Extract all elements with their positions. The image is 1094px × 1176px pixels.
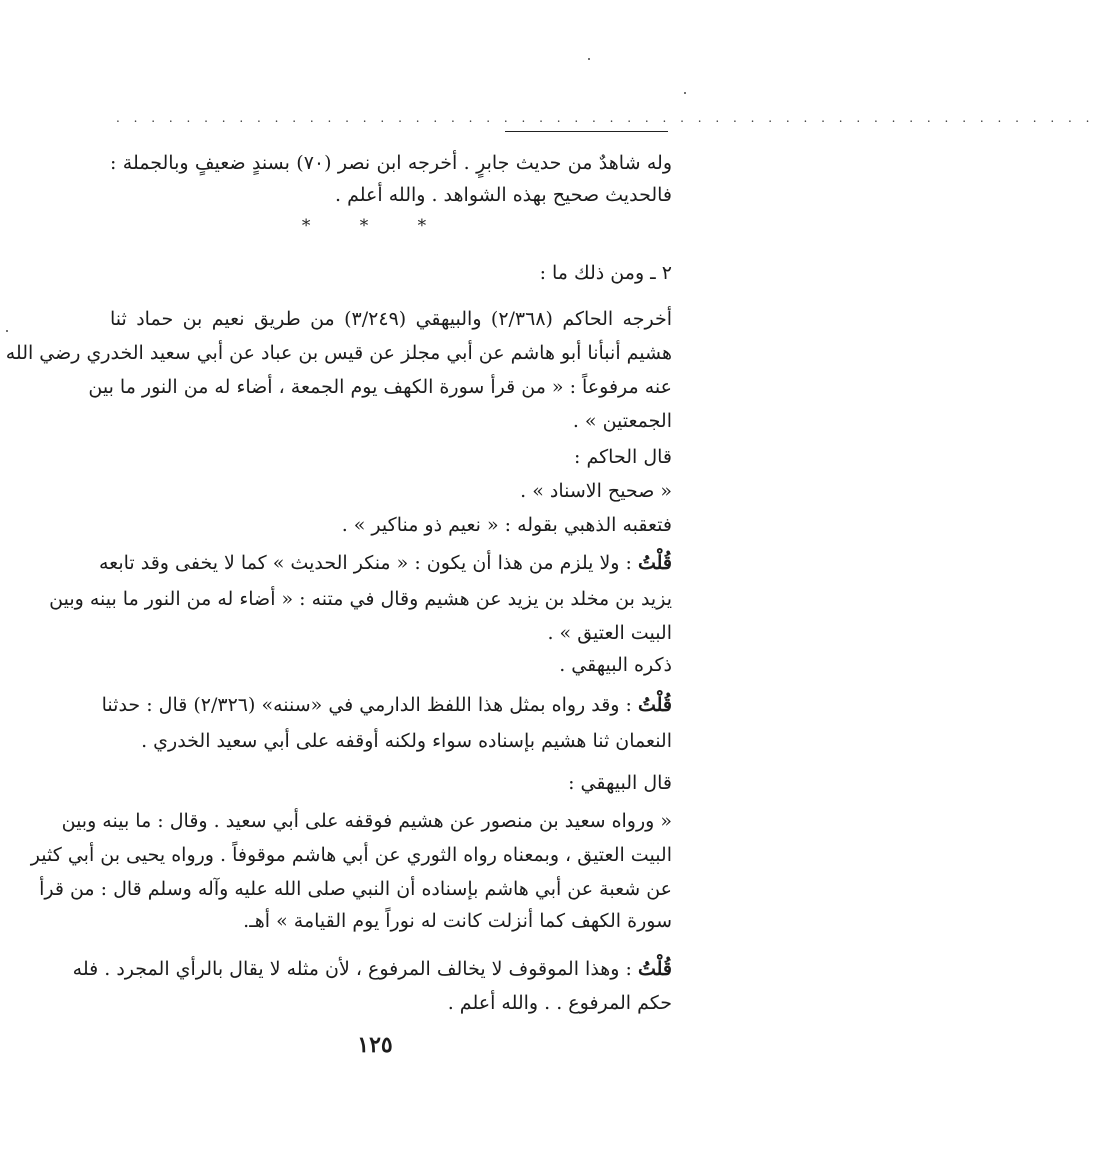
paragraph-line: سورة الكهف كما أنزلت كانت له نوراً يوم القيامة » أهـ. (243, 910, 672, 932)
qultu-text: : ولا يلزم من هذا أن يكون : « منكر الحديث » كما لا يخفى وقد تابعه (98, 552, 638, 574)
qultu-paragraph-line (98, 548, 672, 578)
footnote-line-2: فالحديث صحيح بهذه الشواهد . والله أعلم . (335, 184, 672, 206)
hakim-quote: « صحيح الاسناد » . (520, 480, 672, 502)
bayhaqi-said: قال البيهقي : (568, 772, 672, 794)
qultu-text: : وهذا الموقوف لا يخالف المرفوع ، لأن مثله لا يقال بالرأي المجرد . فله (72, 958, 638, 980)
paragraph-line: ذكره البيهقي . (559, 654, 672, 676)
paragraph-line: « ورواه سعيد بن منصور عن هشيم فوقفه على أبي سعيد . وقال : ما بينه وبين (61, 810, 672, 832)
footnote-line-1: وله شاهدٌ من حديث جابرٍ . أخرجه ابن نصر (٧٠) بسندٍ ضعيفٍ وبالجملة : (110, 152, 672, 174)
paragraph-line: النعمان ثنا هشيم بإسناده سواء ولكنه أوقفه على أبي سعيد الخدري . (141, 730, 672, 752)
paragraph-line: يزيد بن مخلد بن يزيد عن هشيم وقال في متنه : « أضاء له من النور ما بينه وبين (49, 588, 672, 610)
hakim-said: قال الحاكم : (574, 446, 672, 468)
qultu-paragraph-line (72, 954, 672, 984)
paragraph-line: حكم المرفوع . . والله أعلم . (447, 992, 672, 1014)
page-number: ١٢٥ (357, 1032, 393, 1058)
section-separator-stars: * * * (301, 216, 449, 236)
footnote-rule (505, 131, 668, 132)
paragraph-line: الجمعتين » . (572, 410, 672, 432)
page-speck (588, 58, 590, 60)
paragraph-line: هشيم أنبأنا أبو هاشم عن أبي مجلز عن قيس بن عباد عن أبي سعيد الخدري رضي الله (5, 342, 672, 364)
dotted-separator: . . . . . . . . . . . . . . . . . . . . . . . . . . . . . . . . . . . . . . . . . . . . . . . . . . . . . . . . (116, 111, 1094, 125)
page-speck (6, 330, 8, 332)
qultu-word: قُلْتُ (637, 552, 672, 574)
qultu-text: : وقد رواه بمثل هذا اللفظ الدارمي في «سننه» (٢/٣٢٦) قال : حدثنا (101, 694, 638, 716)
qultu-paragraph-line (101, 690, 672, 720)
paragraph-line: البيت العتيق ، وبمعناه رواه الثوري عن أبي هاشم موقوفاً . ورواه يحيى بن أبي كثير (30, 844, 672, 866)
dhahabi-comment: فتعقبه الذهبي بقوله : « نعيم ذو مناكير » . (341, 514, 672, 536)
qultu-word: قُلْتُ (637, 694, 672, 716)
section-heading: ٢ ـ ومن ذلك ما : (539, 262, 672, 284)
paragraph-line: البيت العتيق » . (547, 622, 672, 644)
page-speck (684, 92, 686, 94)
paragraph-line: عن شعبة عن أبي هاشم بإسناده أن النبي صلى الله عليه وآله وسلم قال : من قرأ (39, 878, 672, 900)
qultu-word: قُلْتُ (637, 958, 672, 980)
paragraph-line: أخرجه الحاكم (٢/٣٦٨) والبيهقي (٣/٢٤٩) من طريق نعيم بن حماد ثنا (110, 308, 672, 330)
paragraph-line: عنه مرفوعاً : « من قرأ سورة الكهف يوم الجمعة ، أضاء له من النور ما بين (88, 376, 672, 398)
